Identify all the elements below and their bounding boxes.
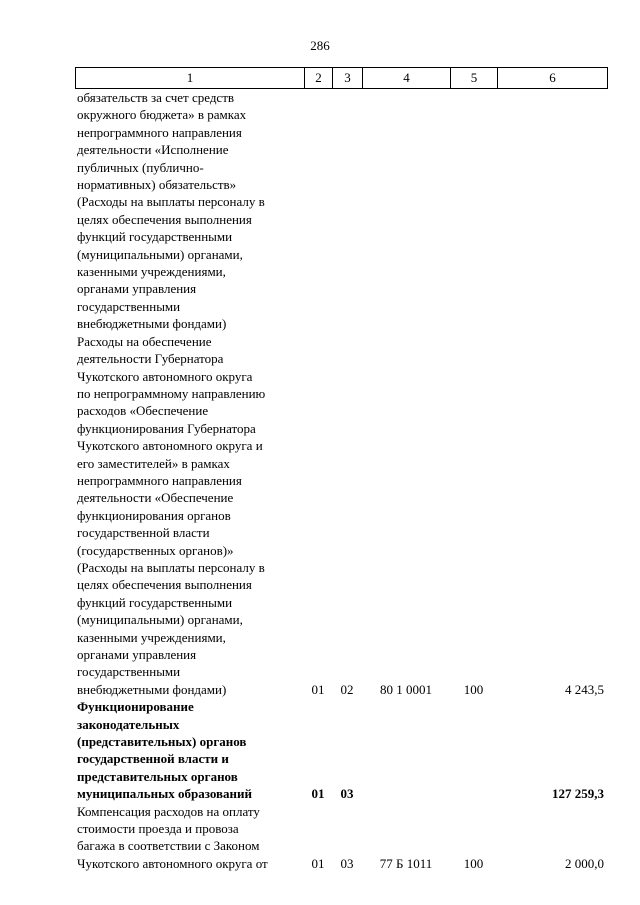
- expense-type-code: 100: [463, 855, 484, 871]
- header-cell: 1: [76, 68, 305, 88]
- table-header: [75, 67, 608, 89]
- table-row: [75, 89, 606, 333]
- section-code: 01: [311, 786, 325, 802]
- amount: 127 259,3: [552, 786, 604, 802]
- row-description: Расходы на обеспечение деятельности Губернатора Чукотского автономного округа по непрограммному направлению расходов «Обеспечение функционирования Губернатора Чукотского автономного округа и его заместителей» в рамках непрограммного направления деятельности «Обеспечение функционирования органов государственной власти (государственных органов)» (Расходы на выплаты персоналу в целях обеспечения выполнения функций государственными (муниципальными) органами, казенными учреждениями, органами управления государственными внебюджетными фондами): [77, 333, 266, 697]
- row-description: обязательств за счет средств окружного бюджета» в рамках непрограммного направления деятельности «Исполнение публичных (публично- нормативных) обязательств» (Расходы на выплаты персоналу в целях обеспечения выполнения функций государственными (муниципальными) органами, казенными учреждениями, органами управления государственными внебюджетными фондами): [77, 90, 265, 332]
- header-cell: 6: [549, 70, 556, 85]
- amount: 4 243,5: [565, 681, 604, 697]
- target-code: 80 1 0001: [380, 681, 432, 697]
- table-body: [75, 89, 606, 872]
- header-cell: 5: [451, 68, 498, 88]
- table-row: [75, 333, 606, 699]
- subsection-code: 02: [340, 681, 354, 697]
- subsection-code: 03: [340, 855, 354, 871]
- amount: 2 000,0: [565, 855, 604, 871]
- page-number: 286: [310, 38, 330, 53]
- table-row: [75, 698, 606, 802]
- expense-type-code: 100: [463, 681, 484, 697]
- section-code: 01: [311, 855, 325, 871]
- header-cell: 2: [305, 68, 333, 88]
- row-description: Компенсация расходов на оплату стоимости проезда и провоза багажа в соответствии с Законом Чукотского автономного округа от: [77, 803, 268, 871]
- section-code: 01: [311, 681, 325, 697]
- subsection-code: 03: [340, 786, 354, 802]
- table-row: [75, 803, 606, 873]
- target-code: 77 Б 1011: [379, 855, 433, 871]
- header-cell: 4: [363, 68, 451, 88]
- header-cell: 3: [333, 68, 363, 88]
- row-description: Функционирование законодательных (представительных) органов государственной власти и представительных органов муниципальных образований: [77, 699, 253, 802]
